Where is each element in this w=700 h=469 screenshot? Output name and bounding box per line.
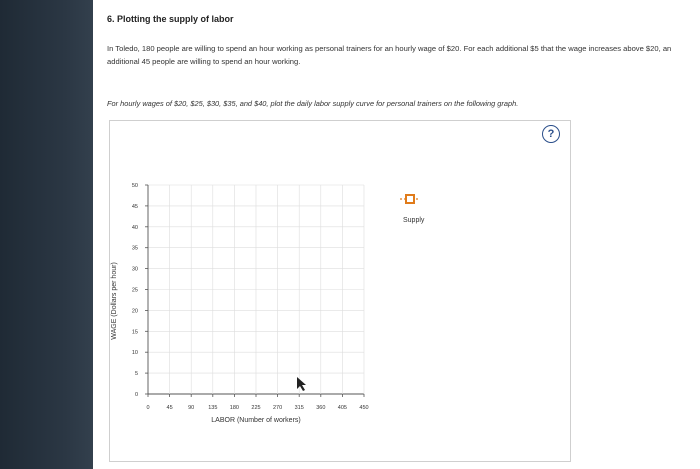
orange-square-marker-icon[interactable] bbox=[406, 195, 414, 203]
x-tick-label: 450 bbox=[359, 405, 369, 411]
y-tick-label: 5 bbox=[134, 371, 138, 378]
x-tick-label: 270 bbox=[273, 405, 283, 411]
x-tick-label: 45 bbox=[166, 405, 173, 411]
question-instruction: For hourly wages of $20, $25, $30, $35, and $40, plot the daily labor supply curve for personal trainers on the following graph. bbox=[107, 99, 519, 108]
question-content bbox=[93, 0, 700, 469]
x-tick-label: 360 bbox=[316, 405, 326, 411]
y-axis-title: WAGE (Dollars per hour) bbox=[111, 262, 118, 340]
x-tick-label: 135 bbox=[208, 405, 218, 411]
x-tick-label: 225 bbox=[251, 405, 261, 411]
x-tick-labels bbox=[146, 405, 368, 411]
y-tick-labels bbox=[132, 183, 138, 398]
x-tick-label: 405 bbox=[337, 405, 347, 411]
y-tick-label: 35 bbox=[131, 245, 138, 252]
left-sidebar bbox=[0, 0, 93, 469]
question-intro: In Toledo, 180 people are willing to spend an hour working as personal trainers for an hourly wage of $20. For each additional $5 that the wage increases above $20, an additional 45 people are willing to spend an hour working. bbox=[107, 44, 672, 66]
x-tick-label: 90 bbox=[188, 405, 195, 411]
supply-legend-label: Supply bbox=[403, 217, 425, 224]
y-tick-label: 20 bbox=[131, 308, 138, 315]
y-tick-label: 50 bbox=[131, 183, 138, 189]
y-tick-label: 25 bbox=[131, 287, 138, 294]
question-title: 6. Plotting the supply of labor bbox=[107, 14, 234, 24]
x-axis-title: LABOR (Number of workers) bbox=[211, 417, 301, 424]
y-tick-label: 10 bbox=[131, 350, 138, 357]
y-tick-label: 15 bbox=[131, 329, 138, 336]
y-tick-label: 40 bbox=[131, 224, 138, 231]
x-tick-label: 315 bbox=[294, 405, 304, 411]
supply-legend-marker[interactable] bbox=[400, 195, 420, 203]
y-tick-label: 45 bbox=[131, 203, 138, 210]
mouse-cursor-icon bbox=[297, 377, 306, 391]
chart-grid bbox=[145, 185, 364, 397]
x-tick-label: 180 bbox=[229, 405, 239, 411]
labor-supply-chart[interactable] bbox=[110, 121, 570, 461]
y-tick-label: 0 bbox=[134, 392, 138, 398]
y-tick-label: 30 bbox=[131, 266, 138, 273]
graph-panel bbox=[109, 120, 571, 462]
x-tick-label: 0 bbox=[146, 405, 150, 411]
help-button[interactable]: ? bbox=[542, 125, 560, 143]
